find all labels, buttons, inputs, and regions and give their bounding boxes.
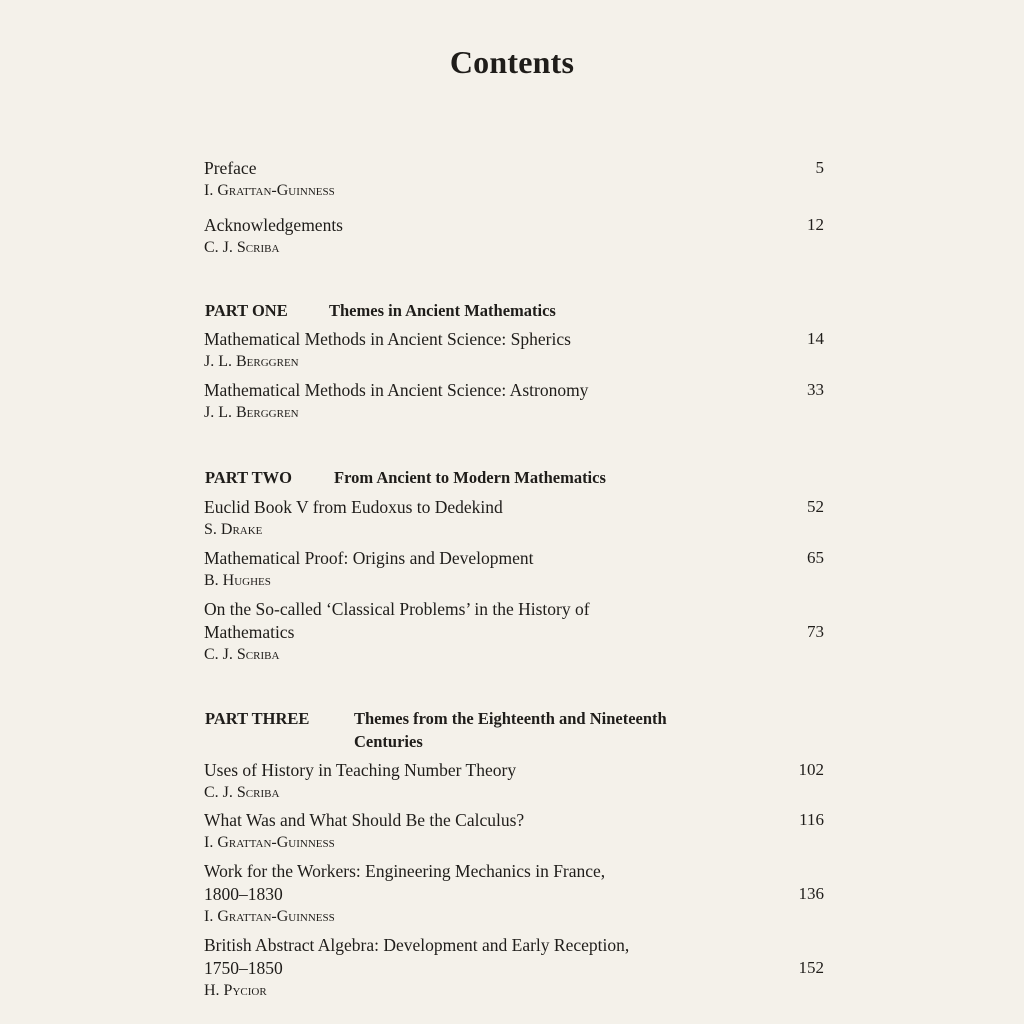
toc-entry-title: Mathematical Methods in Ancient Science: Spherics	[204, 329, 571, 349]
toc-page-number: 73	[807, 622, 824, 641]
toc-page-number: 152	[798, 958, 824, 977]
toc-entry-author: B. Hughes	[204, 572, 271, 589]
toc-page-number: 102	[798, 760, 824, 779]
toc-entry-author: J. L. Berggren	[204, 353, 299, 370]
toc-entry-title-line2: 1750–1850	[204, 958, 283, 978]
part-label: PART ONE	[205, 301, 288, 320]
toc-page-number: 12	[807, 215, 824, 234]
toc-entry-author: C. J. Scriba	[204, 784, 280, 801]
toc-page-number: 136	[798, 884, 824, 903]
toc-page-number: 52	[807, 497, 824, 516]
part-label: PART THREE	[205, 709, 310, 728]
toc-page-number: 5	[815, 158, 824, 177]
toc-entry-author: J. L. Berggren	[204, 404, 299, 421]
toc-entry-title: Mathematical Methods in Ancient Science: Astronomy	[204, 380, 589, 400]
part-title: Themes in Ancient Mathematics	[329, 301, 556, 320]
toc-entry-title: Preface	[204, 158, 257, 178]
toc-page-number: 65	[807, 548, 824, 567]
toc-entry-title: What Was and What Should Be the Calculus?	[204, 810, 525, 830]
part-title: From Ancient to Modern Mathematics	[334, 468, 606, 487]
toc-entry-title: Mathematical Proof: Origins and Development	[204, 548, 534, 568]
toc-entry-title-line2: 1800–1830	[204, 884, 283, 904]
part-title-line2: Centuries	[354, 732, 423, 751]
part-label: PART TWO	[205, 468, 292, 487]
toc-page-number: 33	[807, 380, 824, 399]
toc-entry-author: C. J. Scriba	[204, 239, 280, 256]
toc-entry-author: S. Drake	[204, 521, 263, 538]
toc-entry-title-line1: British Abstract Algebra: Development and Early Reception,	[204, 935, 630, 955]
part-title-line1: Themes from the Eighteenth and Nineteenth	[354, 709, 667, 728]
toc-entry-title-line2: Mathematics	[204, 622, 295, 642]
toc-entry-author: C. J. Scriba	[204, 646, 280, 663]
toc-entry-title-line1: Work for the Workers: Engineering Mechanics in France,	[204, 861, 606, 881]
toc-entry-title: Uses of History in Teaching Number Theory	[204, 760, 517, 780]
toc-entry-author: I. Grattan-Guinness	[204, 182, 335, 199]
toc-entry-author: I. Grattan-Guinness	[204, 834, 335, 851]
toc-entry-author: H. Pycior	[204, 982, 267, 999]
toc-entry-author: I. Grattan-Guinness	[204, 908, 335, 925]
toc-page-number: 116	[799, 810, 824, 829]
toc-entry-title: Acknowledgements	[204, 215, 343, 235]
page-title: Contents	[449, 44, 575, 80]
toc-page-number: 14	[807, 329, 824, 348]
toc-entry-title: Euclid Book V from Eudoxus to Dedekind	[204, 497, 503, 517]
toc-entry-title-line1: On the So-called ‘Classical Problems’ in the History of	[204, 599, 590, 619]
